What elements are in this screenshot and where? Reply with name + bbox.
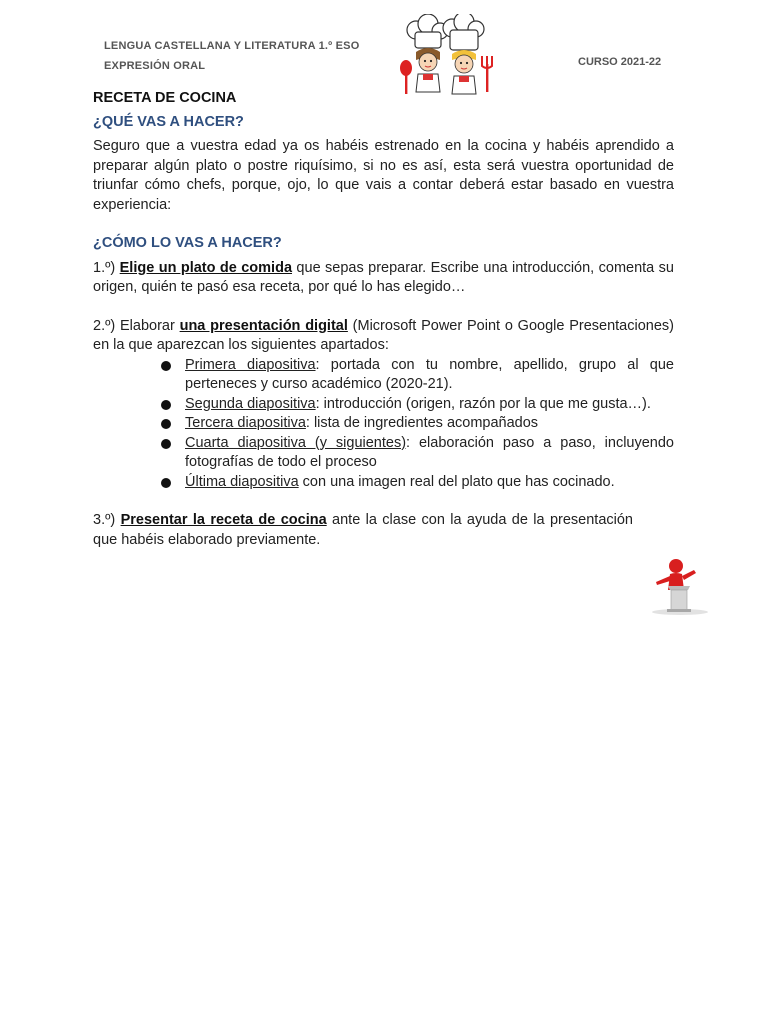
document-body xyxy=(93,89,674,550)
slide-label: Cuarta diapositiva (y siguientes) xyxy=(185,434,407,451)
section-heading-what: ¿QUÉ VAS A HACER? xyxy=(93,113,244,130)
bullet-icon xyxy=(161,400,171,410)
list-item xyxy=(185,356,674,395)
list-item xyxy=(185,414,674,434)
step-3-highlight: Presentar la receta de cocina xyxy=(120,512,327,528)
step-1 xyxy=(93,259,674,298)
slide-text: : lista de ingredientes acompañados xyxy=(305,415,539,431)
step-1-text: que sepas preparar. Escribe una introducción, comenta su origen, quién te pasó esa receta, por qué lo has elegido… xyxy=(93,259,674,295)
intro-paragraph: Seguro que a vuestra edad ya os habéis estrenado en la cocina y habéis aprendido a preparar algún plato o postre riquísimo, si no es así, esta será vuestra oportunidad de triunfar cómo chefs, porque, ojo, lo que vais a contar deberá estar basado en vuestra experiencia: xyxy=(93,138,674,213)
step-2-highlight: una presentación digital xyxy=(179,317,348,334)
list-item xyxy=(185,473,674,493)
bullet-icon xyxy=(161,439,171,449)
slide-label: Última diapositiva xyxy=(185,473,299,490)
bullet-icon xyxy=(161,361,171,371)
slide-label: Tercera diapositiva xyxy=(185,415,306,431)
bullet-icon xyxy=(161,419,171,429)
step-2 xyxy=(93,317,674,356)
slide-list xyxy=(93,356,674,493)
course-year: CURSO 2021-22 xyxy=(578,56,662,68)
slide-label: Primera diapositiva xyxy=(185,356,316,373)
header-left xyxy=(104,36,359,76)
slide-text: : introducción (origen, razón por la que me gusta…). xyxy=(315,395,651,412)
bullet-icon xyxy=(161,478,171,488)
list-item xyxy=(185,395,674,415)
course-line: LENGUA CASTELLANA Y LITERATURA 1.º ESO xyxy=(104,40,360,52)
step-3-number: 3.º) xyxy=(93,512,116,528)
step-3 xyxy=(93,511,633,550)
slide-text: : elaboración paso a paso, incluyendo fotografías de todo el proceso xyxy=(185,434,674,470)
slide-text: con una imagen real del plato que has cocinado. xyxy=(298,473,615,490)
step-3-text: ante la clase con la ayuda de la presentación que habéis elaborado previamente. xyxy=(93,512,633,548)
section-heading-how: ¿CÓMO LO VAS A HACER? xyxy=(93,235,282,251)
chefs-illustration-icon xyxy=(398,14,494,98)
slide-label: Segunda diapositiva xyxy=(185,395,316,412)
list-item xyxy=(185,434,674,473)
step-2-text: (Microsoft Power Point o Google Presentaciones) en la que aparezcan los siguientes apartados: xyxy=(93,317,674,353)
slide-text: : portada con tu nombre, apellido, grupo al que perteneces y curso académico (2020-21). xyxy=(185,356,674,392)
step-1-highlight: Elige un plato de comida xyxy=(119,259,293,276)
subject-line: EXPRESIÓN ORAL xyxy=(104,60,206,72)
step-2-number: 2.º) Elaborar xyxy=(93,317,180,334)
document-title: RECETA DE COCINA xyxy=(93,90,237,106)
step-1-number: 1.º) xyxy=(93,259,116,276)
speaker-at-podium-icon xyxy=(646,556,712,616)
